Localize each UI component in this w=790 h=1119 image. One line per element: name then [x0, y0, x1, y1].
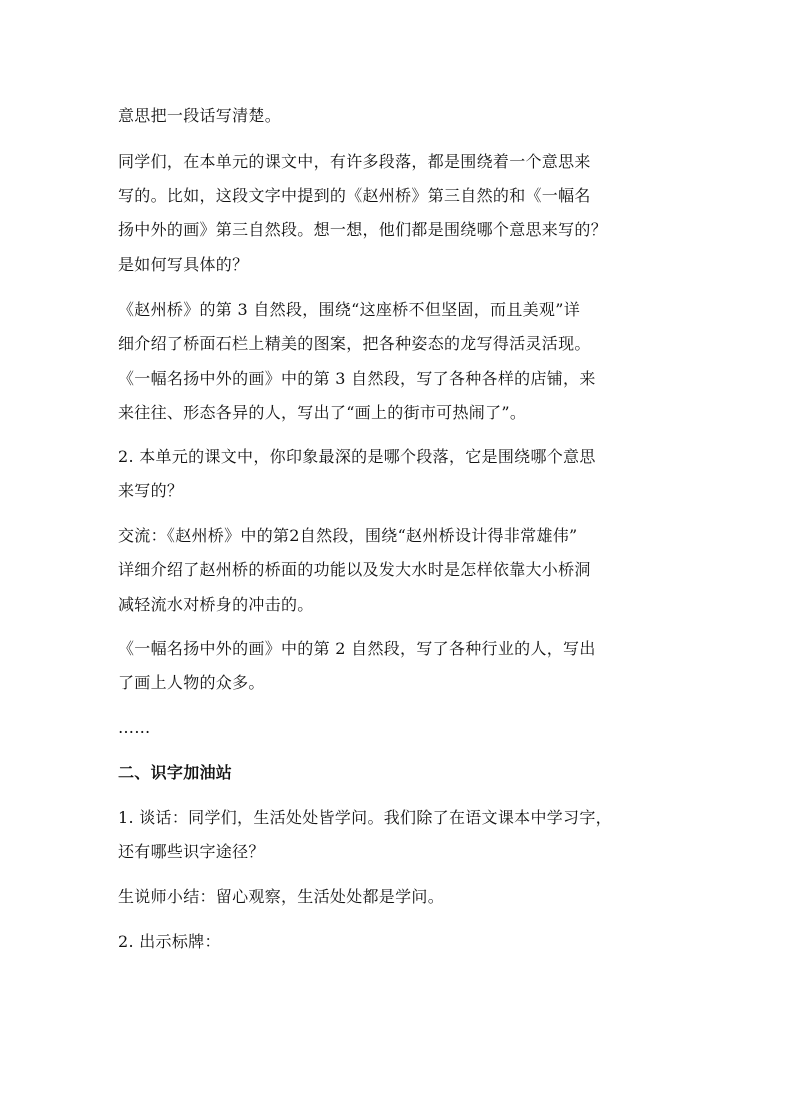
text-line: 交流：《赵州桥》中的第2自然段，围绕“赵州桥设计得非常雄伟” [118, 526, 578, 545]
text-line: 《赵州桥》的第 3 自然段，围绕“这座桥不但坚固，而且美观”详 [118, 300, 581, 319]
text-line: 《一幅名扬中外的画》中的第 2 自然段，写了各种行业的人，写出 [118, 639, 596, 658]
text-line: 写的。比如，这段文字中提到的《赵州桥》第三自然的和《一幅名 [118, 186, 591, 205]
text-line: 详细介绍了赵州桥的桥面的功能以及发大水时是怎样依靠大小桥洞 [118, 560, 591, 579]
text-line: 还有哪些识字途径？ [118, 842, 265, 861]
text-line: 同学们，在本单元的课文中，有许多段落，都是围绕着一个意思来 [118, 152, 591, 171]
text-line: 《一幅名扬中外的画》中的第 3 自然段，写了各种各样的店铺，来 [118, 369, 596, 388]
text-line: 2. 出示标牌： [118, 932, 221, 951]
text-line: 是如何写具体的？ [118, 255, 249, 274]
text-line: 2. 本单元的课文中，你印象最深的是哪个段落，它是围绕哪个意思 [118, 447, 596, 466]
text-line: 了画上人物的众多。 [118, 673, 265, 692]
text-line: 细介绍了桥面石栏上精美的图案，把各种姿态的龙写得活灵活现。 [118, 334, 591, 353]
text-line: 来往往、形态各异的人，写出了“画上的街市可热闹了”。 [118, 403, 527, 422]
text-line: 生说师小结：留心观察，生活处处都是学问。 [118, 887, 445, 906]
text-line: 来写的？ [118, 481, 184, 500]
text-line: 意思把一段话写清楚。 [118, 106, 282, 125]
text-line: 减轻流水对桥身的冲击的。 [118, 595, 314, 614]
section-heading: 二、识字加油站 [118, 763, 233, 782]
text-line: 扬中外的画》第三自然段。想一想，他们都是围绕哪个意思来写的？ [118, 220, 608, 239]
ellipsis-line: …… [118, 718, 151, 737]
text-line: 1. 谈话：同学们，生活处处皆学问。我们除了在语文课本中学习字， [118, 808, 612, 827]
